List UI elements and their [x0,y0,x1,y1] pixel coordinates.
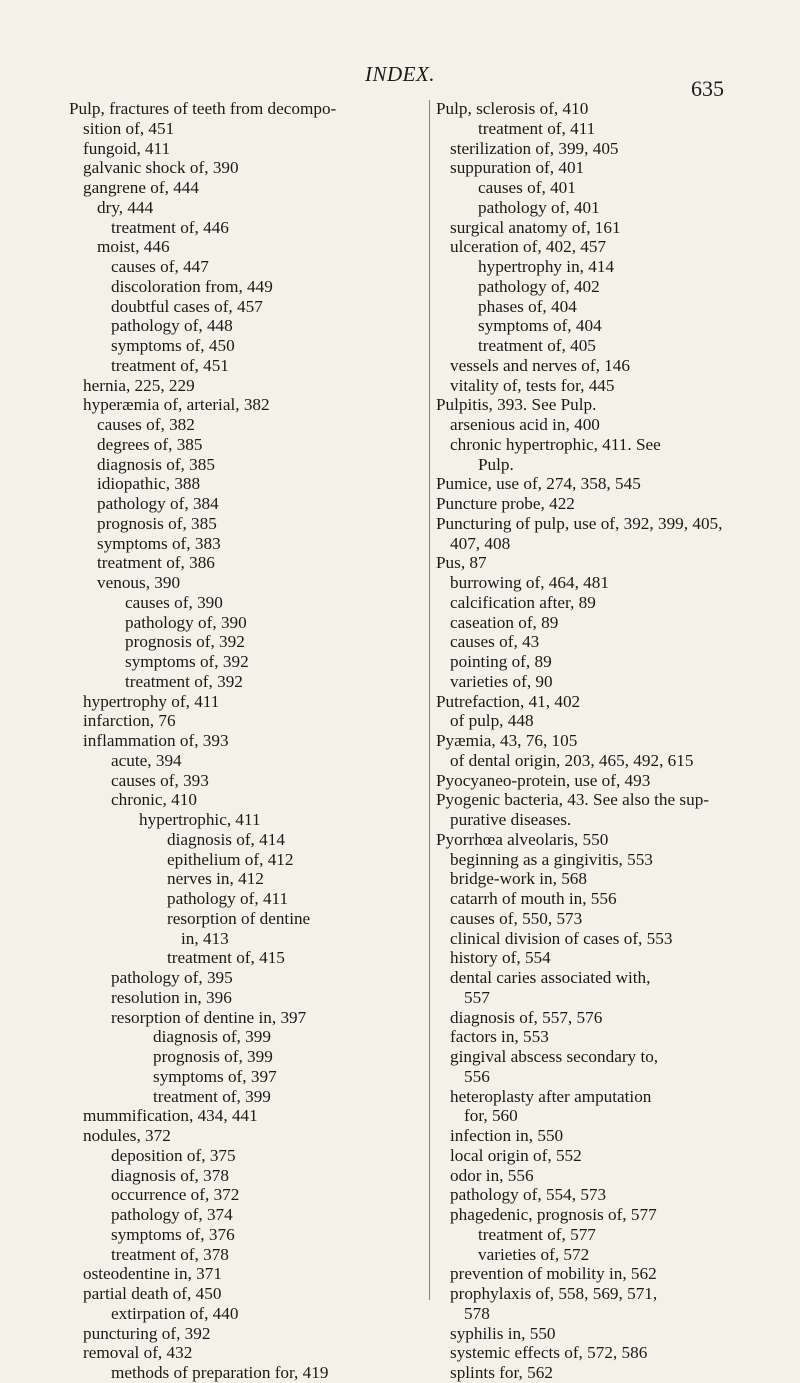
index-subentry: catarrh of mouth in, 556 [450,889,617,908]
index-subentry: treatment of, 405 [478,336,596,355]
index-subentry: nerves in, 412 [167,869,264,889]
index-subentry: symptoms of, 392 [125,652,249,671]
index-heading-entry: Puncturing of pulp, use of, 392, 399, 405, [436,513,723,533]
index-subentry: pathology of, 395 [111,968,233,987]
index-subentry: heteroplasty after amputation [450,1086,652,1106]
index-subentry: history of, 554 [450,948,551,968]
index-subentry: systemic effects of, 572, 586 [450,1343,648,1363]
index-subentry: moist, 446 [97,237,170,257]
index-subentry: hyperæmia of, arterial, 382 [83,395,270,415]
index-subentry: symptoms of, 397 [153,1066,277,1086]
index-subentry: hypertrophy of, 411 [83,691,220,711]
index-subentry: diagnosis of, 385 [97,454,215,474]
index-subentry: extirpation of, 440 [111,1303,239,1323]
index-subentry: treatment of, 577 [478,1224,596,1244]
index-subentry: splints for, 562 [450,1363,553,1382]
index-subentry: pointing of, 89 [450,652,552,671]
index-subentry: caseation of, 89 [450,612,559,632]
index-subentry: 556 [464,1066,490,1086]
index-subentry: for, 560 [464,1106,518,1126]
index-subentry: causes of, 393 [111,770,209,790]
index-subentry: degrees of, 385 [97,434,203,454]
index-subentry: pathology of, 390 [125,612,247,632]
index-subentry: discoloration from, 449 [111,276,273,296]
index-subentry: prognosis of, 385 [97,513,217,533]
index-subentry: gingival abscess secondary to, [450,1047,659,1066]
index-subentry: symptoms of, 404 [478,316,602,336]
index-subentry: doubtful cases of, 457 [111,296,263,316]
index-subentry: epithelium of, 412 [167,849,294,869]
index-subentry: resolution in, 396 [111,987,232,1007]
index-subentry: fungoid, 411 [83,138,171,158]
index-subentry: 557 [464,987,490,1007]
index-subentry: causes of, 401 [478,178,576,197]
index-heading-entry: Pyæmia, 43, 76, 105 [436,731,578,750]
index-subentry: infection in, 550 [450,1126,564,1145]
index-heading-entry: Putrefaction, 41, 402 [436,691,581,711]
index-subentry: sition of, 451 [83,118,175,138]
index-heading-entry: Pyocyaneo-protein, use of, 493 [436,770,651,790]
index-subentry: calcification after, 89 [450,592,596,612]
index-subentry: pathology of, 402 [478,276,600,296]
index-subentry: pathology of, 411 [167,889,289,908]
index-subentry: symptoms of, 376 [111,1224,235,1244]
index-subentry: diagnosis of, 414 [167,829,285,849]
index-subentry: arsenious acid in, 400 [450,415,600,434]
index-heading-entry: Pyorrhœa alveolaris, 550 [436,829,609,849]
index-heading-entry: Pumice, use of, 274, 358, 545 [436,474,641,494]
index-subentry: ulceration of, 402, 457 [450,237,607,257]
index-subentry: prevention of mobility in, 562 [450,1264,657,1284]
index-subentry: factors in, 553 [450,1027,549,1047]
index-subentry: purative diseases. [450,810,572,829]
index-subentry: resorption of dentine in, 397 [111,1007,307,1027]
index-subentry: prognosis of, 392 [125,632,245,652]
index-subentry: diagnosis of, 399 [153,1027,271,1047]
index-subentry: clinical division of cases of, 553 [450,928,673,948]
index-subentry: causes of, 382 [97,415,195,434]
index-subentry: occurrence of, 372 [111,1185,240,1205]
index-subentry: galvanic shock of, 390 [83,158,239,178]
index-subentry: pathology of, 374 [111,1205,233,1224]
index-subentry: burrowing of, 464, 481 [450,573,609,592]
index-heading-entry: Pyogenic bacteria, 43. See also the sup- [436,790,710,810]
index-subentry: causes of, 447 [111,257,209,276]
index-subentry: treatment of, 415 [167,948,285,968]
index-heading-entry: Pus, 87 [436,553,487,573]
index-subentry: chronic hypertrophic, 411. See [450,434,661,454]
index-subentry: varieties of, 572 [478,1244,590,1264]
index-subentry: methods of preparation for, 419 [111,1363,329,1382]
index-subentry: inflammation of, 393 [83,731,229,750]
index-subentry: diagnosis of, 557, 576 [450,1007,603,1027]
index-subentry: dry, 444 [97,197,154,217]
index-subentry: dental caries associated with, [450,968,651,987]
index-subentry: phagedenic, prognosis of, 577 [450,1205,657,1224]
index-subentry: osteodentine in, 371 [83,1264,222,1284]
index-subentry: treatment of, 451 [111,355,229,375]
index-subentry: treatment of, 399 [153,1086,271,1106]
index-subentry: surgical anatomy of, 161 [450,217,621,237]
index-subentry: local origin of, 552 [450,1145,582,1165]
page-header [0,0,800,110]
index-subentry: causes of, 390 [125,592,223,612]
index-subentry: gangrene of, 444 [83,178,199,197]
index-subentry: diagnosis of, 378 [111,1165,229,1185]
column-divider [429,100,430,1300]
index-subentry: mummification, 434, 441 [83,1106,258,1126]
index-subentry: 407, 408 [450,533,511,553]
index-subentry: sterilization of, 399, 405 [450,138,619,158]
index-subentry: treatment of, 411 [478,118,596,138]
index-subentry: phases of, 404 [478,296,577,316]
index-subentry: pathology of, 401 [478,197,600,217]
index-heading-entry: Pulp, fractures of teeth from decompo- [69,99,337,118]
index-subentry: removal of, 432 [83,1343,193,1363]
index-subentry: causes of, 550, 573 [450,908,583,928]
index-subentry: puncturing of, 392 [83,1323,211,1343]
index-subentry: causes of, 43 [450,632,540,652]
index-subentry: venous, 390 [97,573,181,592]
index-heading-entry: Pulpitis, 393. See Pulp. [436,395,597,415]
index-subentry: pathology of, 554, 573 [450,1185,607,1205]
index-heading-entry: Pulp, sclerosis of, 410 [436,99,589,118]
index-subentry: suppuration of, 401 [450,158,585,178]
index-subentry: treatment of, 386 [97,553,215,573]
index-subentry: Pulp. [478,454,514,474]
index-subentry: resorption of dentine [167,908,311,928]
index-subentry: partial death of, 450 [83,1284,222,1303]
page-number: 635 [691,76,724,101]
index-subentry: pathology of, 448 [111,316,233,336]
running-head: INDEX. [364,62,436,86]
index-heading-entry: Puncture probe, 422 [436,494,575,513]
index-subentry: beginning as a gingivitis, 553 [450,849,653,869]
index-subentry: symptoms of, 383 [97,533,221,553]
index-subentry: symptoms of, 450 [111,336,235,355]
index-subentry: treatment of, 378 [111,1244,229,1264]
index-subentry: bridge-work in, 568 [450,869,587,889]
index-subentry: vessels and nerves of, 146 [450,355,630,375]
index-subentry: chronic, 410 [111,790,197,810]
index-subentry: treatment of, 446 [111,217,229,237]
index-subentry: idiopathic, 388 [97,474,201,494]
index-subentry: hernia, 225, 229 [83,375,195,395]
index-subentry: varieties of, 90 [450,671,553,691]
index-subentry: deposition of, 375 [111,1145,236,1165]
index-subentry: in, 413 [181,928,229,948]
index-subentry: treatment of, 392 [125,671,243,691]
index-subentry: odor in, 556 [450,1165,534,1185]
index-subentry: hypertrophic, 411 [139,810,261,829]
index-subentry: syphilis in, 550 [450,1323,556,1343]
index-subentry: hypertrophy in, 414 [478,257,615,276]
index-subentry: nodules, 372 [83,1126,171,1145]
index-subentry: pathology of, 384 [97,494,219,513]
index-subentry: of dental origin, 203, 465, 492, 615 [450,750,694,770]
index-column-right [436,99,776,1383]
index-subentry: acute, 394 [111,750,182,770]
index-subentry: vitality of, tests for, 445 [450,375,615,395]
index-subentry: infarction, 76 [83,711,176,731]
index-subentry: of pulp, 448 [450,711,534,731]
index-column-left [69,99,409,1383]
index-subentry: prognosis of, 399 [153,1047,273,1066]
index-subentry: 578 [464,1303,490,1323]
index-subentry: prophylaxis of, 558, 569, 571, [450,1284,658,1303]
